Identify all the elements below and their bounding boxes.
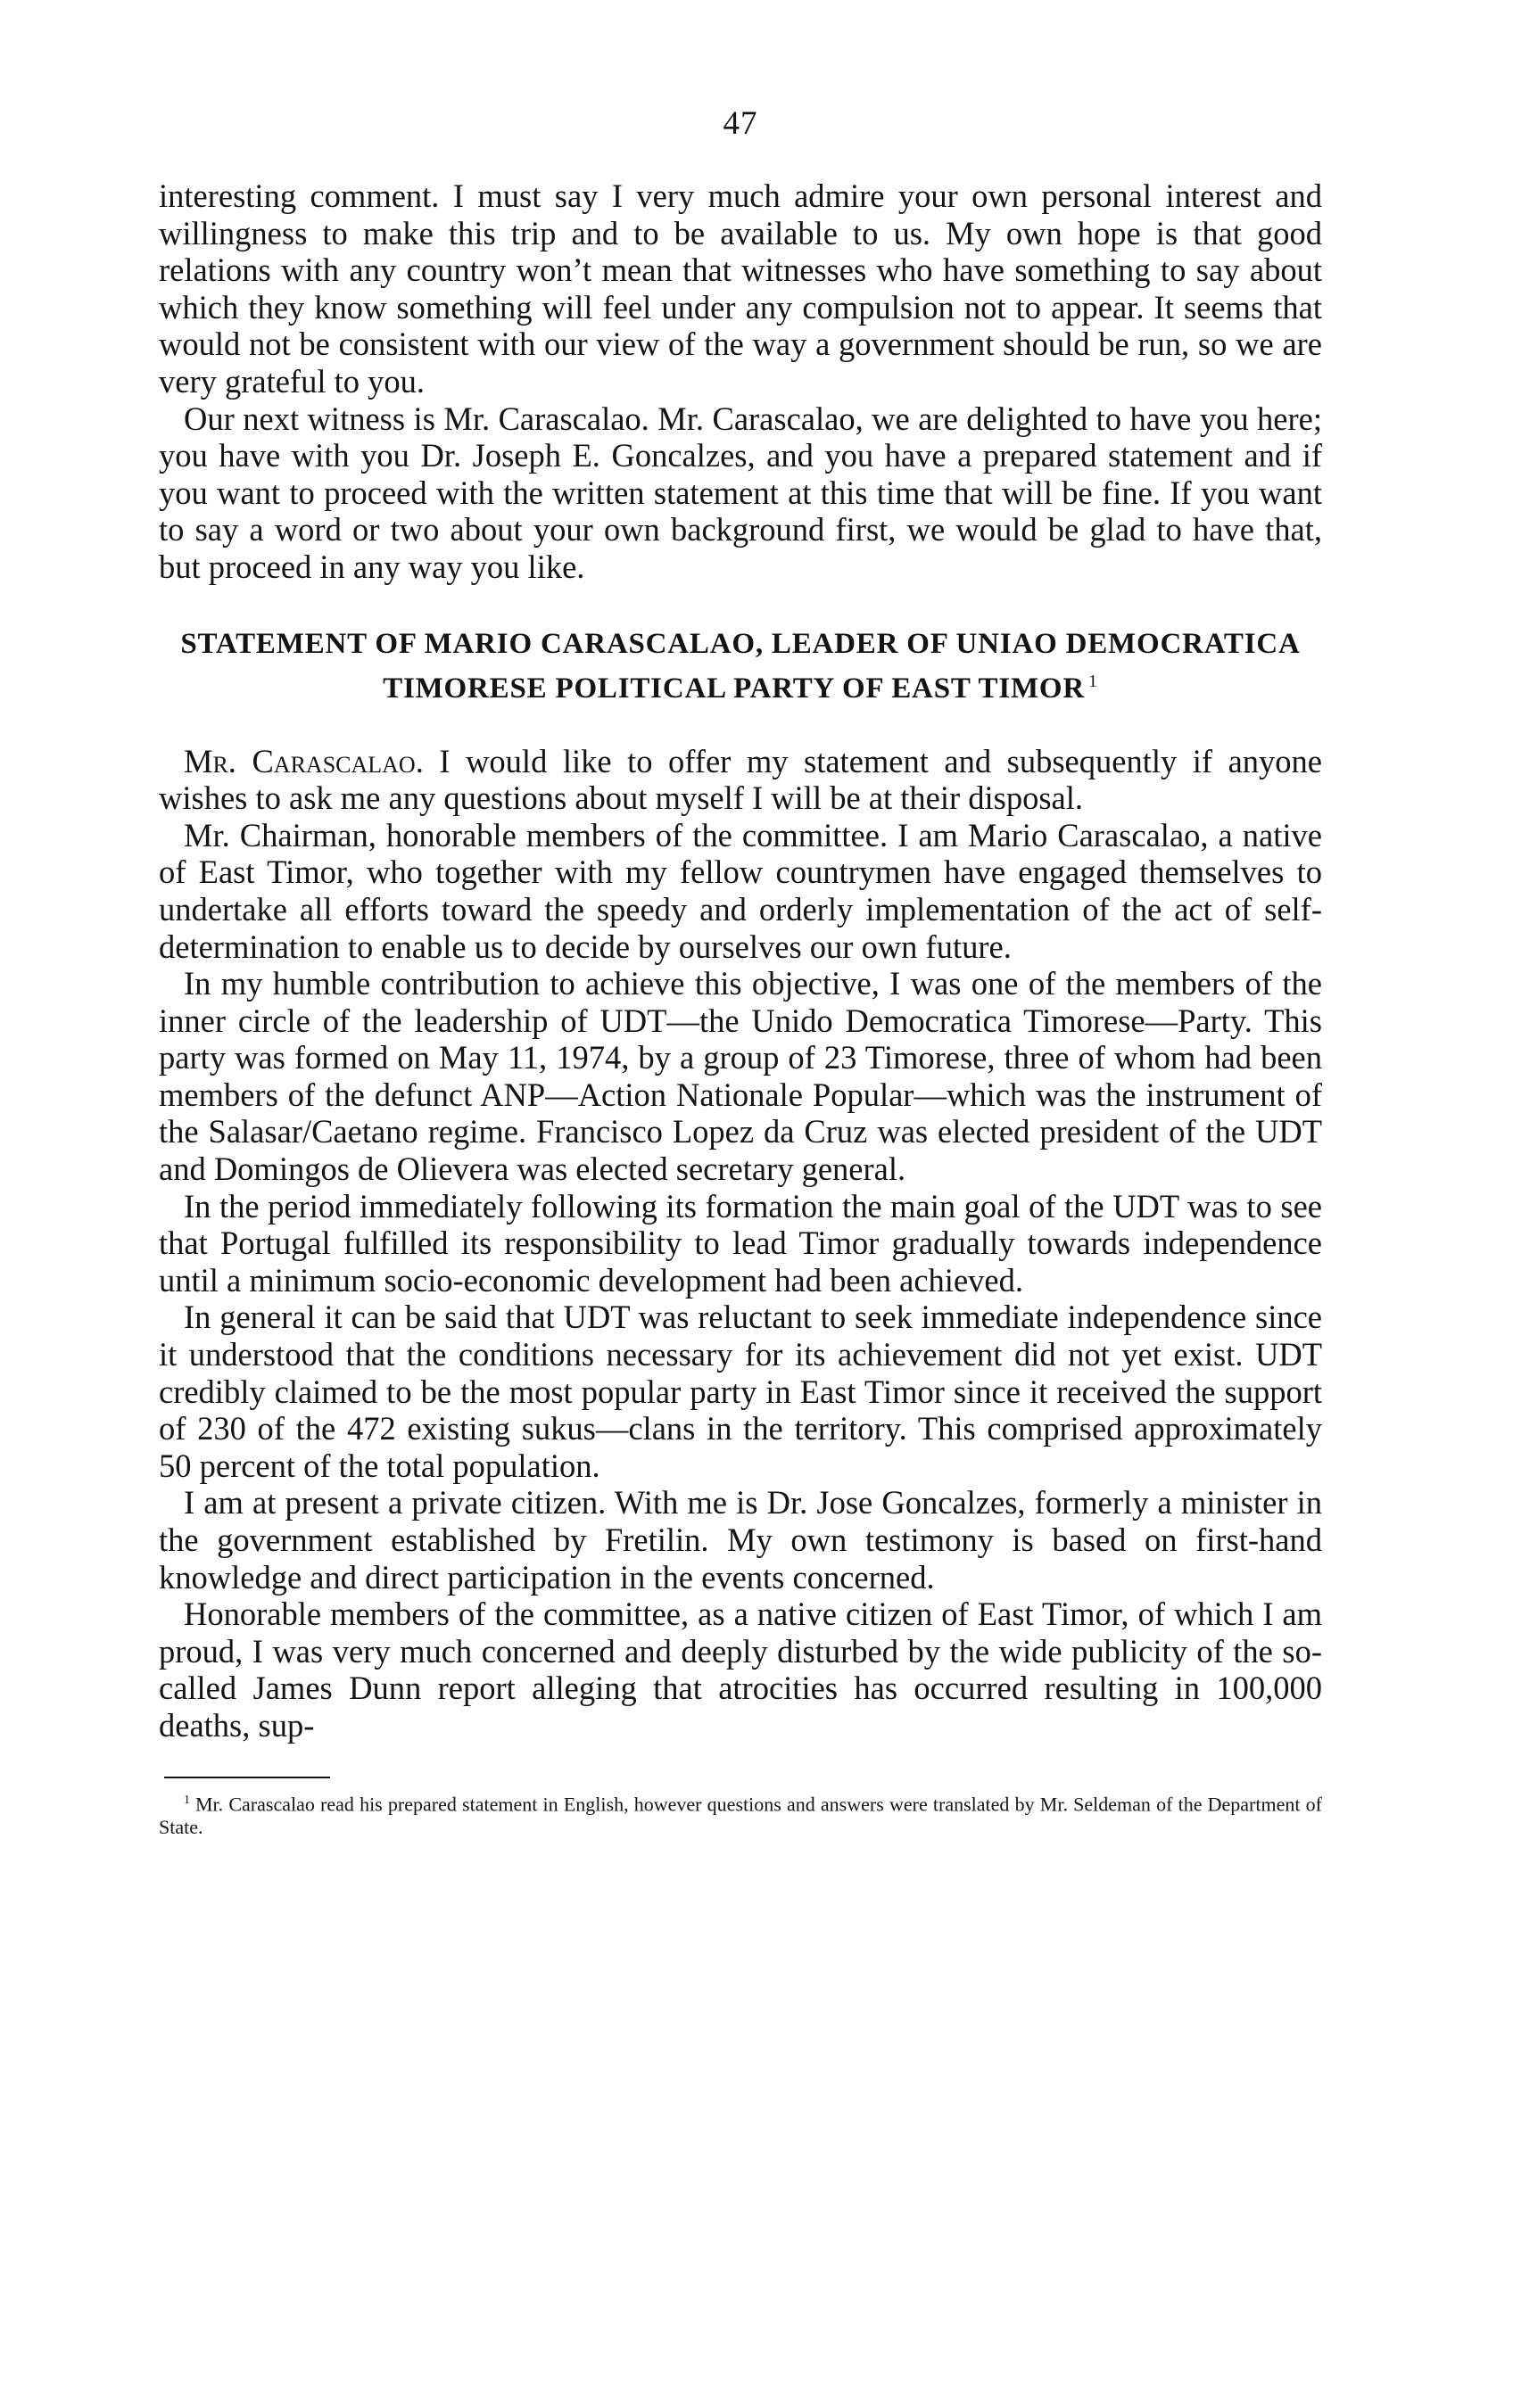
page-number: 47 xyxy=(723,105,758,142)
section-heading xyxy=(159,625,1322,707)
paragraph-2: Our next witness is Mr. Carascalao. Mr. Carascalao, we are delighted to have you here; you have with you Dr. Joseph E. Goncalzes, and you have a prepared statement and if you want to proceed with the written statement at this time that will be fine. If you want to say a word or two about your own background first, we would be glad to have that, but proceed in any way you like. xyxy=(159,400,1322,585)
heading-footnote-mark: 1 xyxy=(1088,671,1098,691)
statement-paragraph-5: I am at present a private citizen. With me is Dr. Jose Goncalzes, formerly a minister in the government established by Fretilin. My own testimony is based on first-hand knowledge and direct participation in the events concerned. xyxy=(159,1484,1322,1596)
statement-opening-text: I would like to offer my statement and subsequently if anyone wishes to ask me any questions about myself I will be at their disposal. xyxy=(159,742,1322,817)
statement-opening xyxy=(159,743,1322,817)
statement-paragraph-6: Honorable members of the committee, as a native citizen of East Timor, of which I am proud, I was very much concerned and deeply disturbed by the wide publicity of the so-called James Dunn report alleging that atrocities has occurred resulting in 100,000 deaths, sup- xyxy=(159,1596,1322,1744)
footnote xyxy=(159,1789,1322,1839)
statement-paragraph-2: In my humble contribution to achieve this objective, I was one of the members of the inner circle of the leadership of UDT—the Unido Democratica Timorese—Party. This party was formed on May 11, 1974, by a group of 23 Timorese, three of whom had been members of the defunct ANP—Action Nationale Popular—which was the instrument of the Salasar/Caetano regime. Francisco Lopez da Cruz was elected president of the UDT and Domingos de Olievera was elected secretary general. xyxy=(159,965,1322,1188)
footnote-divider xyxy=(164,1777,330,1778)
footnote-text: Mr. Carascalao read his prepared statement in English, however questions and answers were translated by Mr. Seldeman of the Department of State. xyxy=(159,1792,1322,1838)
statement-paragraph-3: In the period immediately following its formation the main goal of the UDT was to see that Portugal fulfilled its responsibility to lead Timor gradually towards independence until a minimum socio-economic development had been achieved. xyxy=(159,1187,1322,1299)
speaker-name: Mr. Carascalao. xyxy=(184,742,424,779)
statement-paragraph-4: In general it can be said that UDT was reluctant to seek immediate independence since it understood that the conditions necessary for its achievement did not yet exist. UDT credibly claimed to be the most popular party in East Timor since it received the support of 230 of the 472 existing sukus—clans in the territory. This comprised approximately 50 percent of the total population. xyxy=(159,1299,1322,1484)
footnote-mark: 1 xyxy=(184,1793,190,1807)
page-content xyxy=(159,107,1322,1839)
paragraph-1: interesting comment. I must say I very much admire your own personal interest and willingness to make this trip and to be available to us. My own hope is that good relations with any country won’t mean that witnesses who have something to say about which they know something will feel under any compulsion not to appear. It seems that would not be consistent with our view of the way a government should be run, so we are very grateful to you. xyxy=(159,177,1322,400)
section-heading-text: STATEMENT OF MARIO CARASCALAO, LEADER OF UNIAO DEMOCRATICA TIMORESE POLITICAL PARTY OF EAST TIMOR xyxy=(180,627,1301,705)
statement-paragraph-1: Mr. Chairman, honorable members of the committee. I am Mario Carascalao, a native of East Timor, who together with my fellow countrymen have engaged themselves to undertake all efforts toward the speedy and orderly implementation of the act of self-determination to enable us to decide by ourselves our own future. xyxy=(159,816,1322,965)
